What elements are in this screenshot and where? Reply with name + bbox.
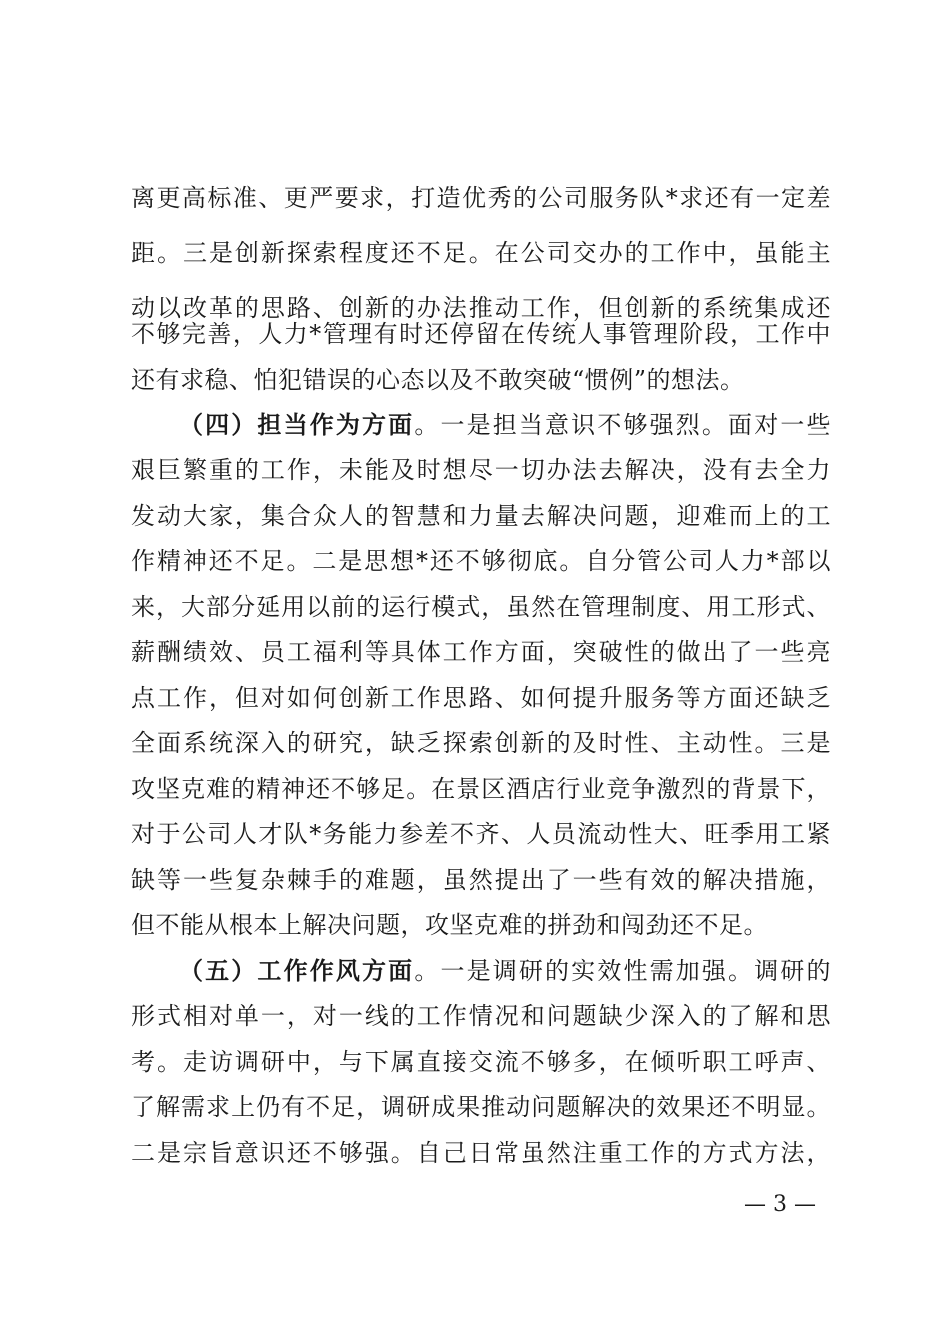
text-line: 离更高标准、更严要求，打造优秀的公司服务队*求还有一定差 — [131, 184, 831, 212]
section-5-heading: （五）工作作风方面 — [179, 956, 415, 985]
text-line: 来，大部分延用以前的运行模式，虽然在管理制度、用工形式、 — [131, 593, 831, 621]
text-line: 了解需求上仍有不足，调研成果推动问题解决的效果还不明显。 — [131, 1093, 831, 1121]
text-line: 不够完善，人力*管理有时还停留在传统人事管理阶段，工作中 — [131, 320, 831, 348]
text-line: 薪酬绩效、员工福利等具体工作方面，突破性的做出了一些亮 — [131, 638, 831, 666]
text-line: 还有求稳、怕犯错误的心态以及不敢突破“惯例”的想法。 — [131, 366, 745, 394]
text-line: 攻坚克难的精神还不够足。在景区酒店行业竞争激烈的背景下， — [131, 775, 831, 803]
text-line: 形式相对单一，对一线的工作情况和问题缺少深入的了解和思 — [131, 1002, 831, 1030]
page-number: — 3 — — [744, 1192, 816, 1217]
text-line: 作精神还不足。二是思想*还不够彻底。自分管公司人力*部以 — [131, 547, 831, 575]
text-line: 艰巨繁重的工作，未能及时想尽一切办法去解决，没有去全力 — [131, 456, 831, 484]
text-line: 考。走访调研中，与下属直接交流不够多，在倾听职工呼声、 — [131, 1048, 831, 1076]
section-4-heading: （四）担当作为方面 — [179, 410, 415, 439]
text-line: 但不能从根本上解决问题，攻坚克难的拼劲和闯劲还不足。 — [131, 911, 768, 939]
text-line: 动以改革的思路、创新的办法推动工作，但创新的系统集成还 — [131, 294, 831, 322]
section-5-first-line — [179, 951, 831, 991]
section-5-first-line-text: 。一是调研的实效性需加强。调研的 — [414, 957, 831, 985]
text-line: 发动大家，集合众人的智慧和力量去解决问题，迎难而上的工 — [131, 502, 831, 530]
text-line: 缺等一些复杂棘手的难题，虽然提出了一些有效的解决措施， — [131, 866, 831, 894]
section-4-first-line — [179, 405, 831, 445]
text-line: 二是宗旨意识还不够强。自己日常虽然注重工作的方式方法， — [131, 1139, 831, 1167]
text-line: 对于公司人才队*务能力参差不齐、人员流动性大、旺季用工紧 — [131, 820, 831, 848]
text-line: 全面系统深入的研究，缺乏探索创新的及时性、主动性。三是 — [131, 729, 831, 757]
section-4-first-line-text: 。一是担当意识不够强烈。面对一些 — [414, 411, 831, 439]
text-line: 距。三是创新探索程度还不足。在公司交办的工作中，虽能主 — [131, 239, 831, 267]
text-line: 点工作，但对如何创新工作思路、如何提升服务等方面还缺乏 — [131, 684, 831, 712]
